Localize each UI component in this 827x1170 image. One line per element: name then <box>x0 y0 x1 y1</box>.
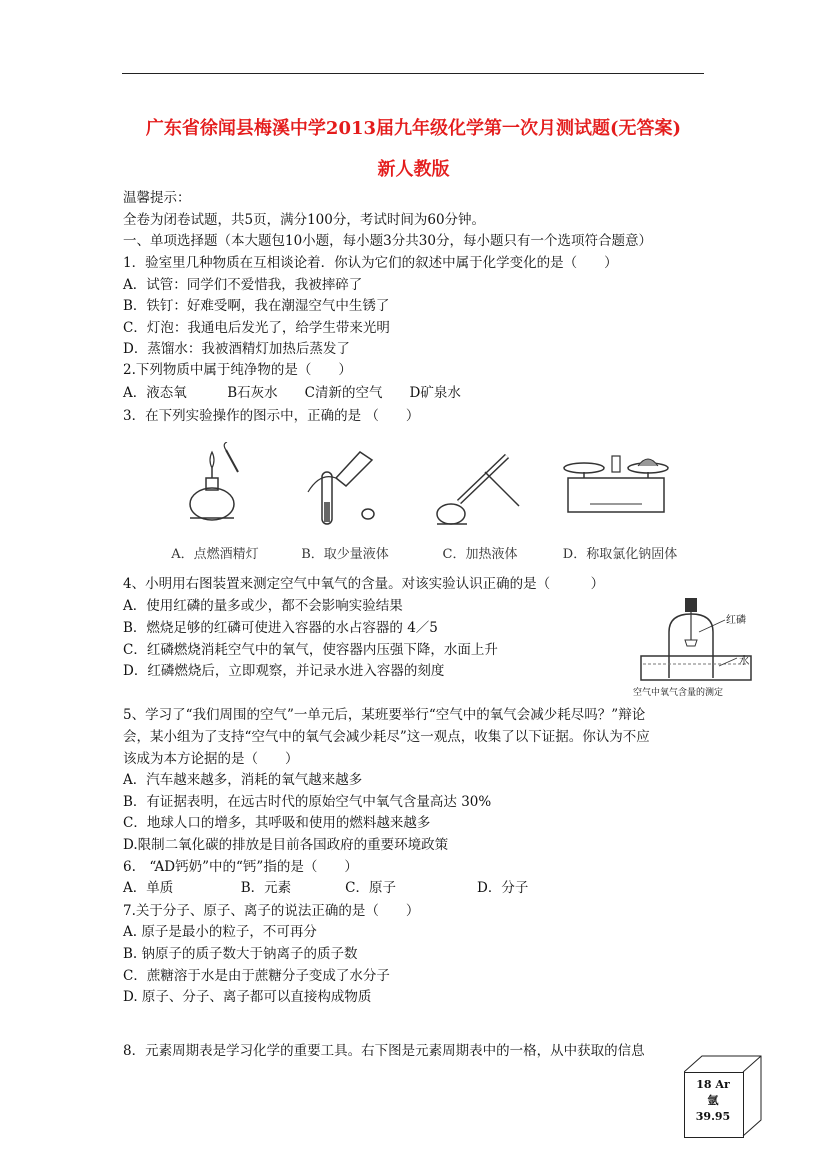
balance-scale-icon <box>550 442 690 538</box>
apparatus-caption: 空气中氧气含量的测定 <box>633 688 724 698</box>
q1-option-a: A．试管：同学们不爱惜我，我被摔碎了 <box>123 277 363 293</box>
q5-option-c: C．地球人口的增多，其呼吸和使用的燃料越来越多 <box>123 815 431 831</box>
page-subtitle: 新人教版 <box>377 159 450 180</box>
heating-tube-icon <box>415 442 545 538</box>
q2-stem: 2.下列物质中属于纯净物的是（ ） <box>123 362 352 378</box>
q5-stem-2: 会，某小组为了支持“空气中的氧气会减少耗尽”这一观点，收集了以下证据。你认为不应 <box>123 729 650 745</box>
q5-option-d: D.限制二氧化碳的排放是目前各国政府的重要环境政策 <box>123 837 449 853</box>
q7-stem: 7.关于分子、原子、离子的说法正确的是（ ） <box>123 903 420 919</box>
q7-option-a: A. 原子是最小的粒子，不可再分 <box>123 924 317 940</box>
q4-option-d: D．红磷燃烧后，立即观察，并记录水进入容器的刻度 <box>123 663 445 679</box>
q5-stem-3: 该成为本方论据的是（ ） <box>123 751 299 767</box>
q5-option-a: A．汽车越来越多，消耗的氧气越来越多 <box>123 772 363 788</box>
test-tube-pour-icon <box>280 442 410 538</box>
cell-element-name: 氩 <box>707 1094 719 1107</box>
q8-stem: 8．元素周期表是学习化学的重要工具。右下图是元素周期表中的一格，从中获取的信息 <box>123 1043 645 1059</box>
figure-alcohol-lamp <box>150 442 280 562</box>
q6-options: A．单质 B．元素 C．原子 D．分子 <box>123 880 529 896</box>
bell-jar-icon <box>633 596 783 684</box>
header-rule <box>122 73 704 74</box>
q1-option-b: B．铁钉：好难受啊，我在潮湿空气中生锈了 <box>123 298 390 314</box>
q1-stem: 1．验室里几种物质在互相谈论着．你认为它们的叙述中属于化学变化的是（ ） <box>123 255 618 271</box>
q3-stem: 3．在下列实验操作的图示中，正确的是 （ ） <box>123 408 420 424</box>
cell-number-symbol: 18 Ar <box>696 1078 730 1091</box>
caption-a: A．点燃酒精灯 <box>171 547 259 562</box>
q7-option-c: C．蔗糖溶于水是由于蔗糖分子变成了水分子 <box>123 968 390 984</box>
alcohol-lamp-icon <box>150 442 280 538</box>
figure-balance <box>550 442 690 562</box>
tip-text: 全卷为闭卷试题，共5页，满分100分，考试时间为60分钟。 <box>123 212 486 228</box>
q6-stem: 6. “AD钙奶”中的“钙”指的是（ ） <box>123 859 358 875</box>
page-title: 广东省徐闻县梅溪中学2013届九年级化学第一次月测试题(无答案) <box>145 118 682 139</box>
q2-options: A．液态氧 B石灰水 C清新的空气 D矿泉水 <box>123 385 461 401</box>
cell-atomic-mass: 39.95 <box>695 1110 731 1123</box>
figure-take-liquid <box>280 442 410 562</box>
q7-option-d: D. 原子、分子、离子都可以直接构成物质 <box>123 989 372 1005</box>
q4-option-c: C．红磷燃烧消耗空气中的氧气，使容器内压强下降，水面上升 <box>123 642 498 658</box>
label-water: 水 <box>739 656 749 667</box>
q5-option-b: B．有证据表明，在远古时代的原始空气中氧气含量高达 30% <box>123 794 492 810</box>
section-heading: 一、单项选择题（本大题包10小题，每小题3分共30分，每小题只有一个选项符合题意） <box>123 233 652 249</box>
label-red-phosphorus: 红磷 <box>726 615 746 626</box>
periodic-table-cell <box>684 1054 762 1138</box>
q4-option-a: A．使用红磷的量多或少，都不会影响实验结果 <box>123 598 403 614</box>
q4-apparatus <box>633 596 783 701</box>
q4-option-b: B．燃烧足够的红磷可使进入容器的水占容器的 4／5 <box>123 620 438 636</box>
q4-stem: 4、小明用右图装置来测定空气中氧气的含量。对该实验认识正确的是（ ） <box>123 576 605 592</box>
caption-b: B．取少量液体 <box>301 547 389 562</box>
caption-d: D．称取氯化钠固体 <box>562 547 678 562</box>
q7-option-b: B. 钠原子的质子数大于钠离子的质子数 <box>123 946 358 962</box>
q5-stem-1: 5、学习了“我们周围的空气”一单元后，某班要举行“空气中的氧气会减少耗尽吗？”辩论 <box>123 707 646 723</box>
q1-option-c: C．灯泡：我通电后发光了，给学生带来光明 <box>123 320 390 336</box>
caption-c: C．加热液体 <box>442 547 518 562</box>
figure-heat-liquid <box>415 442 545 562</box>
q1-option-d: D．蒸馏水：我被酒精灯加热后蒸发了 <box>123 341 350 357</box>
q3-figures <box>150 442 690 562</box>
tip-label: 温馨提示： <box>123 190 191 206</box>
